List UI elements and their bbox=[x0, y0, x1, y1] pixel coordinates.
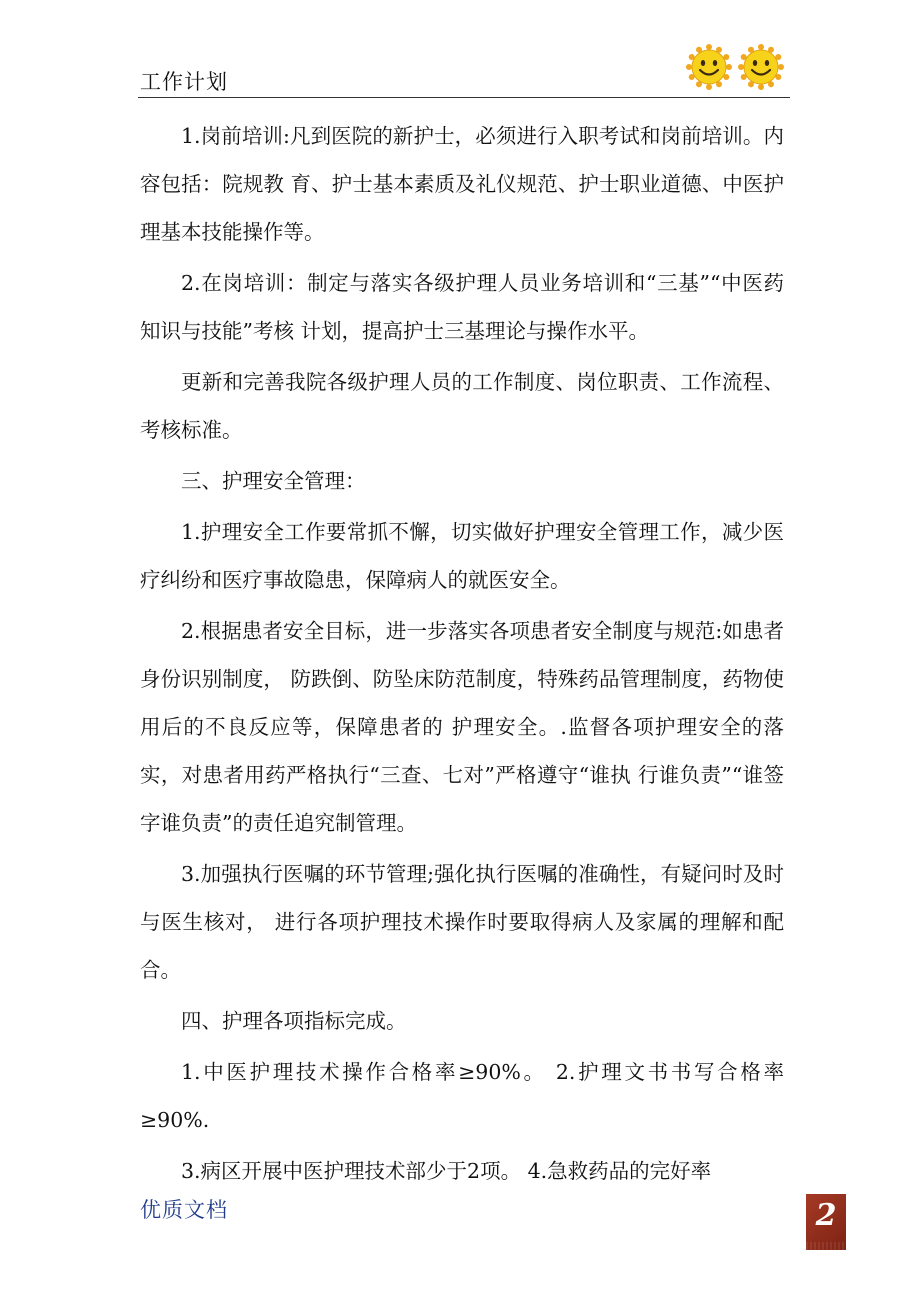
header-title: 工作计划 bbox=[140, 70, 228, 94]
paragraph-safety-3: 3.加强执行医嘱的环节管理;强化执行医嘱的准确性，有疑问时及时与医生核对， 进行各项护理技术操作时要取得病人及家属的理解和配合。 bbox=[140, 862, 784, 982]
paragraph-indicators-1: 1.中医护理技术操作合格率≥90%。 2.护理文书书写合格率≥90%. bbox=[140, 1060, 784, 1132]
paragraph-safety-1: 1.护理安全工作要常抓不懈，切实做好护理安全管理工作，减少医疗纠纷和医疗事故隐患，保障病人的就医安全。 bbox=[140, 520, 784, 592]
section-heading-indicators: 四、护理各项指标完成。 bbox=[181, 1009, 407, 1033]
smiley-face-icon bbox=[738, 44, 784, 90]
page-number-badge bbox=[806, 1194, 846, 1250]
document-body bbox=[140, 112, 784, 1195]
paragraph-on-job-training: 2.在岗培训：制定与落实各级护理人员业务培训和“三基”“中医药知识与技能”考核 计划，提高护士三基理论与操作水平。 bbox=[140, 271, 784, 343]
paragraph-pre-job-training: 1.岗前培训:凡到医院的新护士，必须进行入职考试和岗前培训。内容包括：院规教 育、护士基本素质及礼仪规范、护士职业道德、中医护理基本技能操作等。 bbox=[140, 124, 784, 244]
paragraph-indicators-2: 3.病区开展中医护理技术部少于2项。 4.急救药品的完好率 bbox=[181, 1159, 712, 1183]
paragraph-safety-2: 2.根据患者安全目标，进一步落实各项患者安全制度与规范:如患者身份识别制度， 防跌倒、防坠床防范制度，特殊药品管理制度，药物使用后的不良反应等，保障患者的 护理安全。.监督各项护理安全的落实，对患者用药严格执行“三查、七对”严格遵守“谁执 行谁负责”“谁签字谁负责”的责任追究制管理。 bbox=[140, 619, 784, 835]
header-divider bbox=[138, 97, 790, 98]
page-number: 2 bbox=[815, 1198, 837, 1233]
section-heading-safety: 三、护理安全管理： bbox=[181, 469, 366, 493]
paragraph-update-rules: 更新和完善我院各级护理人员的工作制度、岗位职责、工作流程、考核标准。 bbox=[140, 370, 784, 442]
smiley-face-icon bbox=[686, 44, 732, 90]
footer-label: 优质文档 bbox=[140, 1198, 228, 1222]
